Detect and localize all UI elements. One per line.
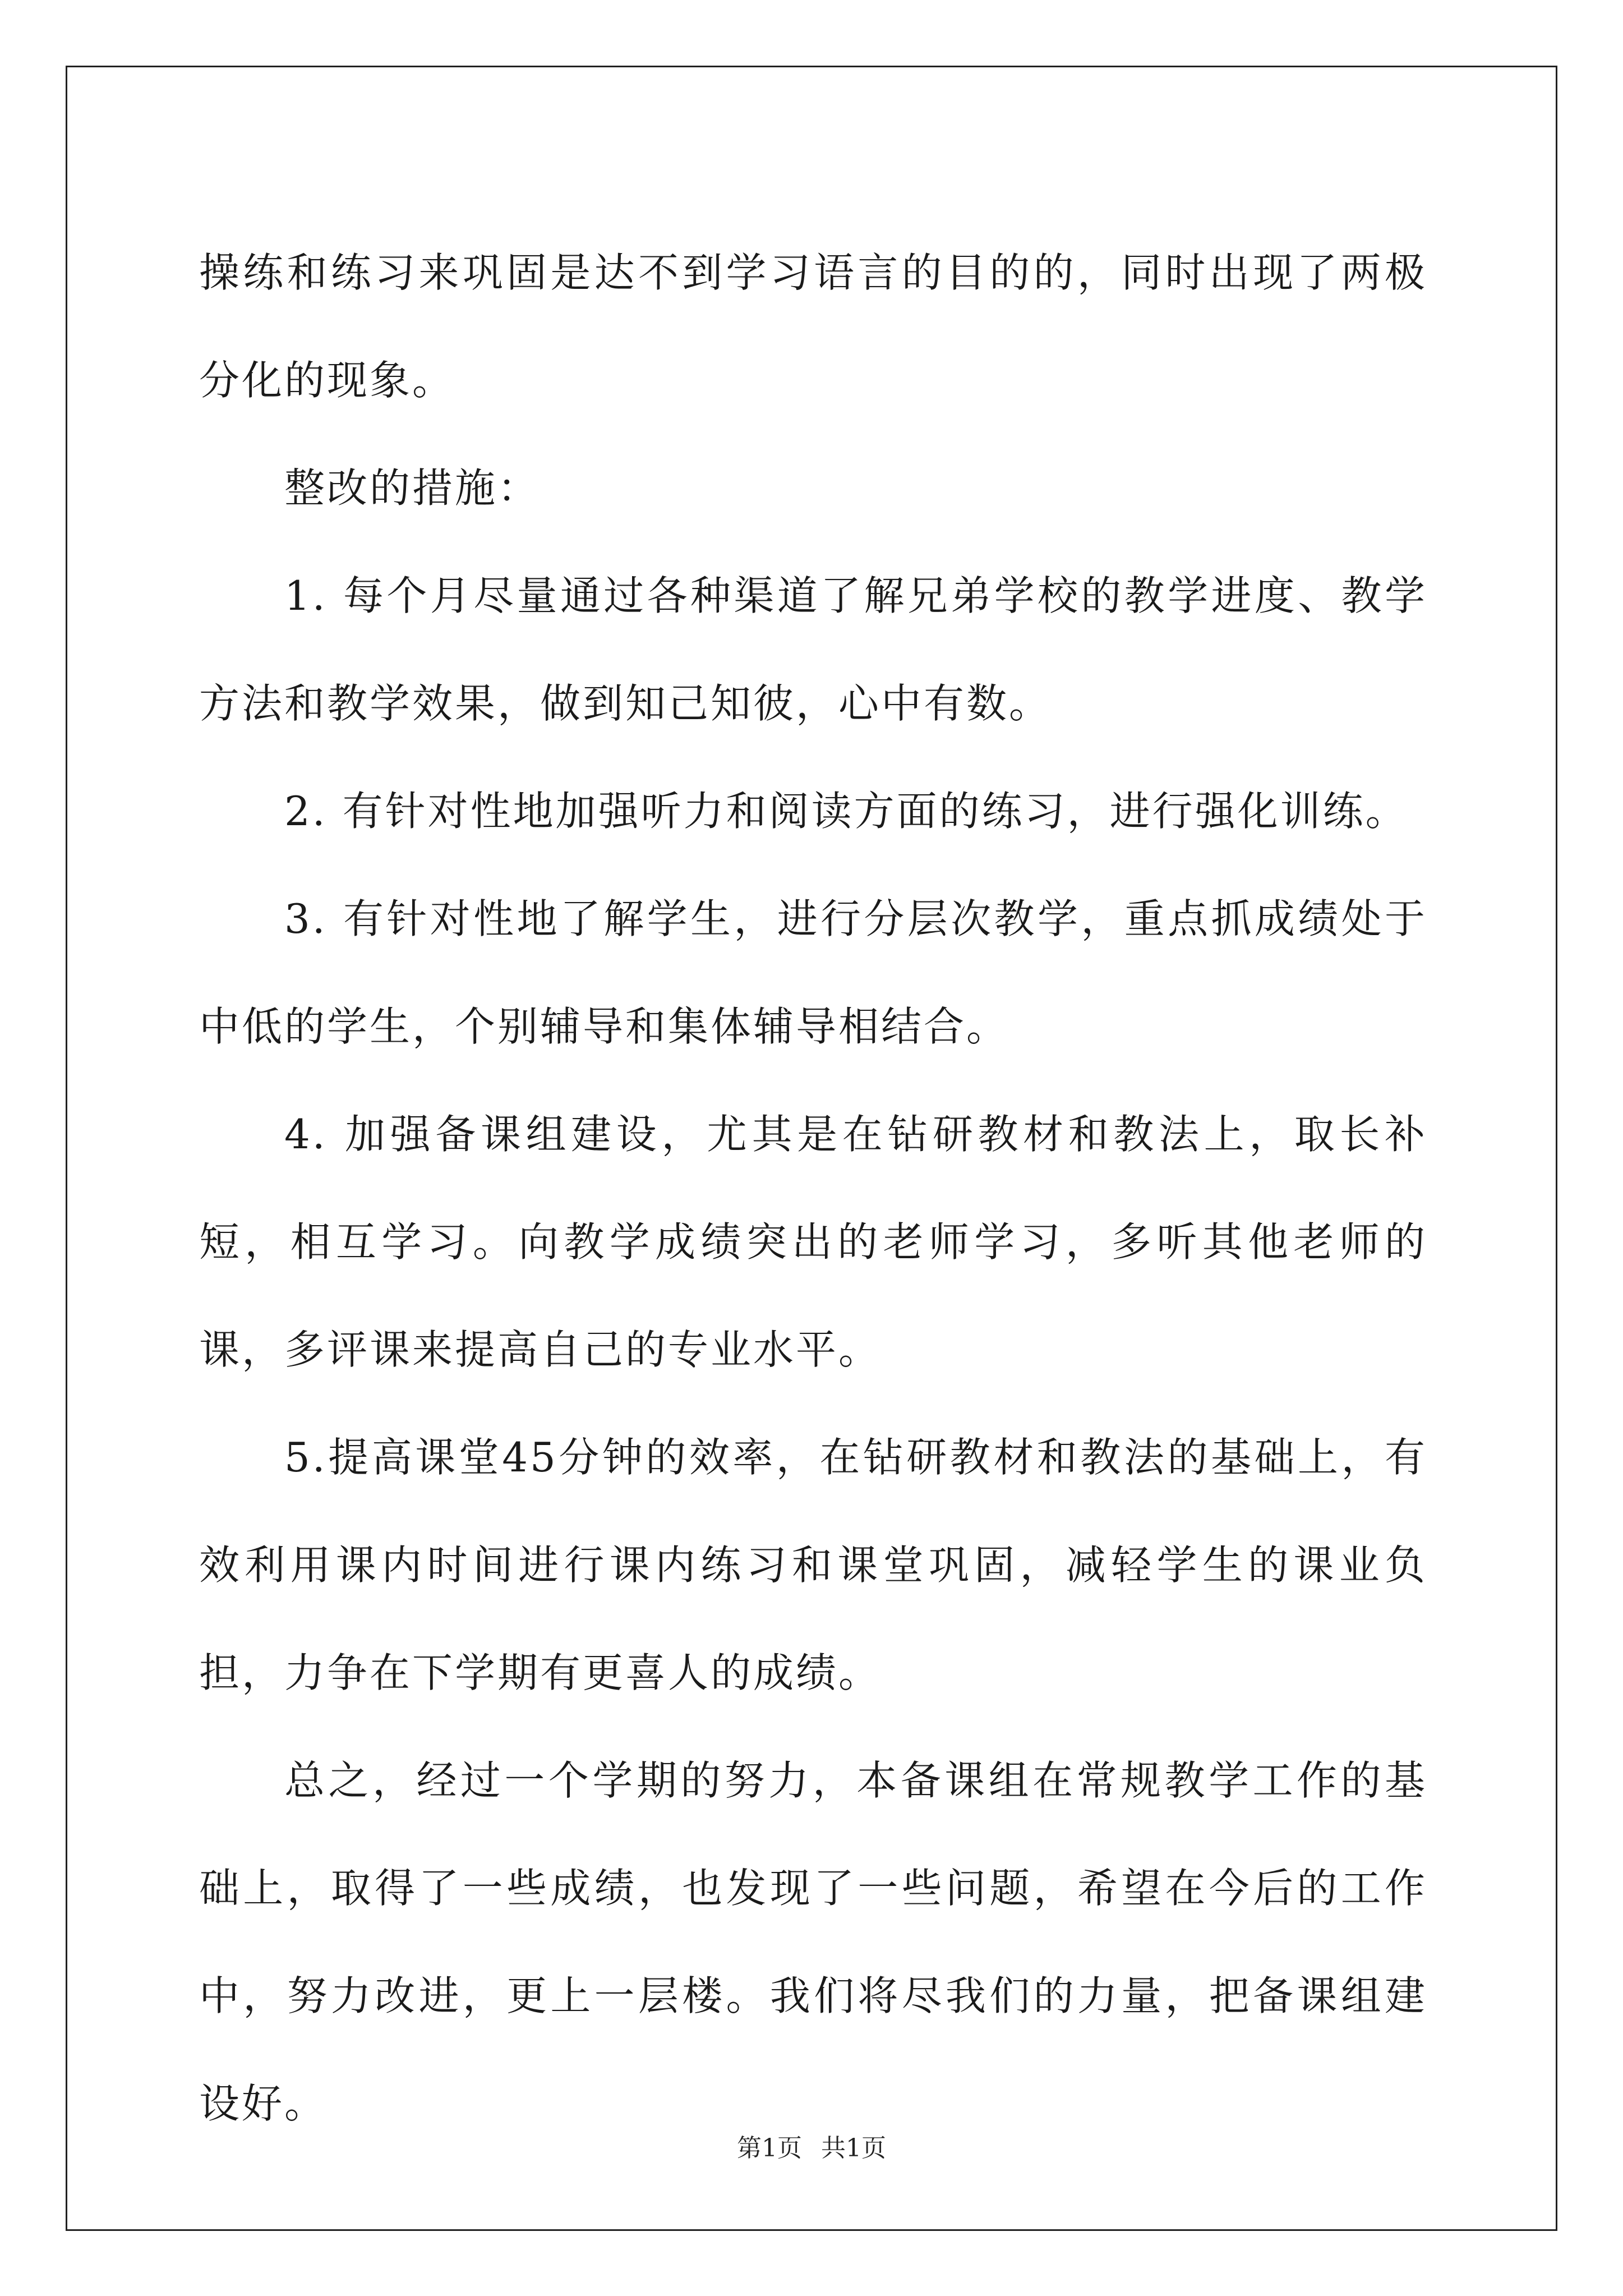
- document-body: [199, 219, 1427, 2157]
- page-number: 第1页: [737, 2134, 802, 2162]
- paragraph-measure-3: 3. 有针对性地了解学生，进行分层次教学，重点抓成绩处于中低的学生，个别辅导和集体辅导相结合。: [199, 895, 1427, 1050]
- paragraph-conclusion: 总之，经过一个学期的努力，本备课组在常规教学工作的基础上，取得了一些成绩，也发现了一些问题，希望在今后的工作中，努力改进，更上一层楼。我们将尽我们的力量，把备课组建设好。: [199, 1757, 1427, 2127]
- paragraph-measure-5: 5.提高课堂45分钟的效率，在钻研教材和教法的基础上，有效利用课内时间进行课内练习和课堂巩固，减轻学生的课业负担，力争在下学期有更喜人的成绩。: [199, 1434, 1427, 1696]
- paragraph-heading-measures: 整改的措施：: [284, 464, 541, 512]
- paragraph-measure-1: 1. 每个月尽量通过各种渠道了解兄弟学校的教学进度、教学方法和教学效果，做到知己知彼，心中有数。: [199, 572, 1427, 727]
- page-total: 共1页: [821, 2134, 886, 2162]
- paragraph-measure-2: 2. 有针对性地加强听力和阅读方面的练习，进行强化训练。: [284, 788, 1408, 835]
- paragraph-continuation: 操练和练习来巩固是达不到学习语言的目的的，同时出现了两极分化的现象。: [199, 249, 1427, 404]
- page-footer: [0, 2132, 1623, 2165]
- paragraph-measure-4: 4. 加强备课组建设，尤其是在钻研教材和教法上，取长补短，相互学习。向教学成绩突出的老师学习，多听其他老师的课，多评课来提高自己的专业水平。: [199, 1111, 1427, 1373]
